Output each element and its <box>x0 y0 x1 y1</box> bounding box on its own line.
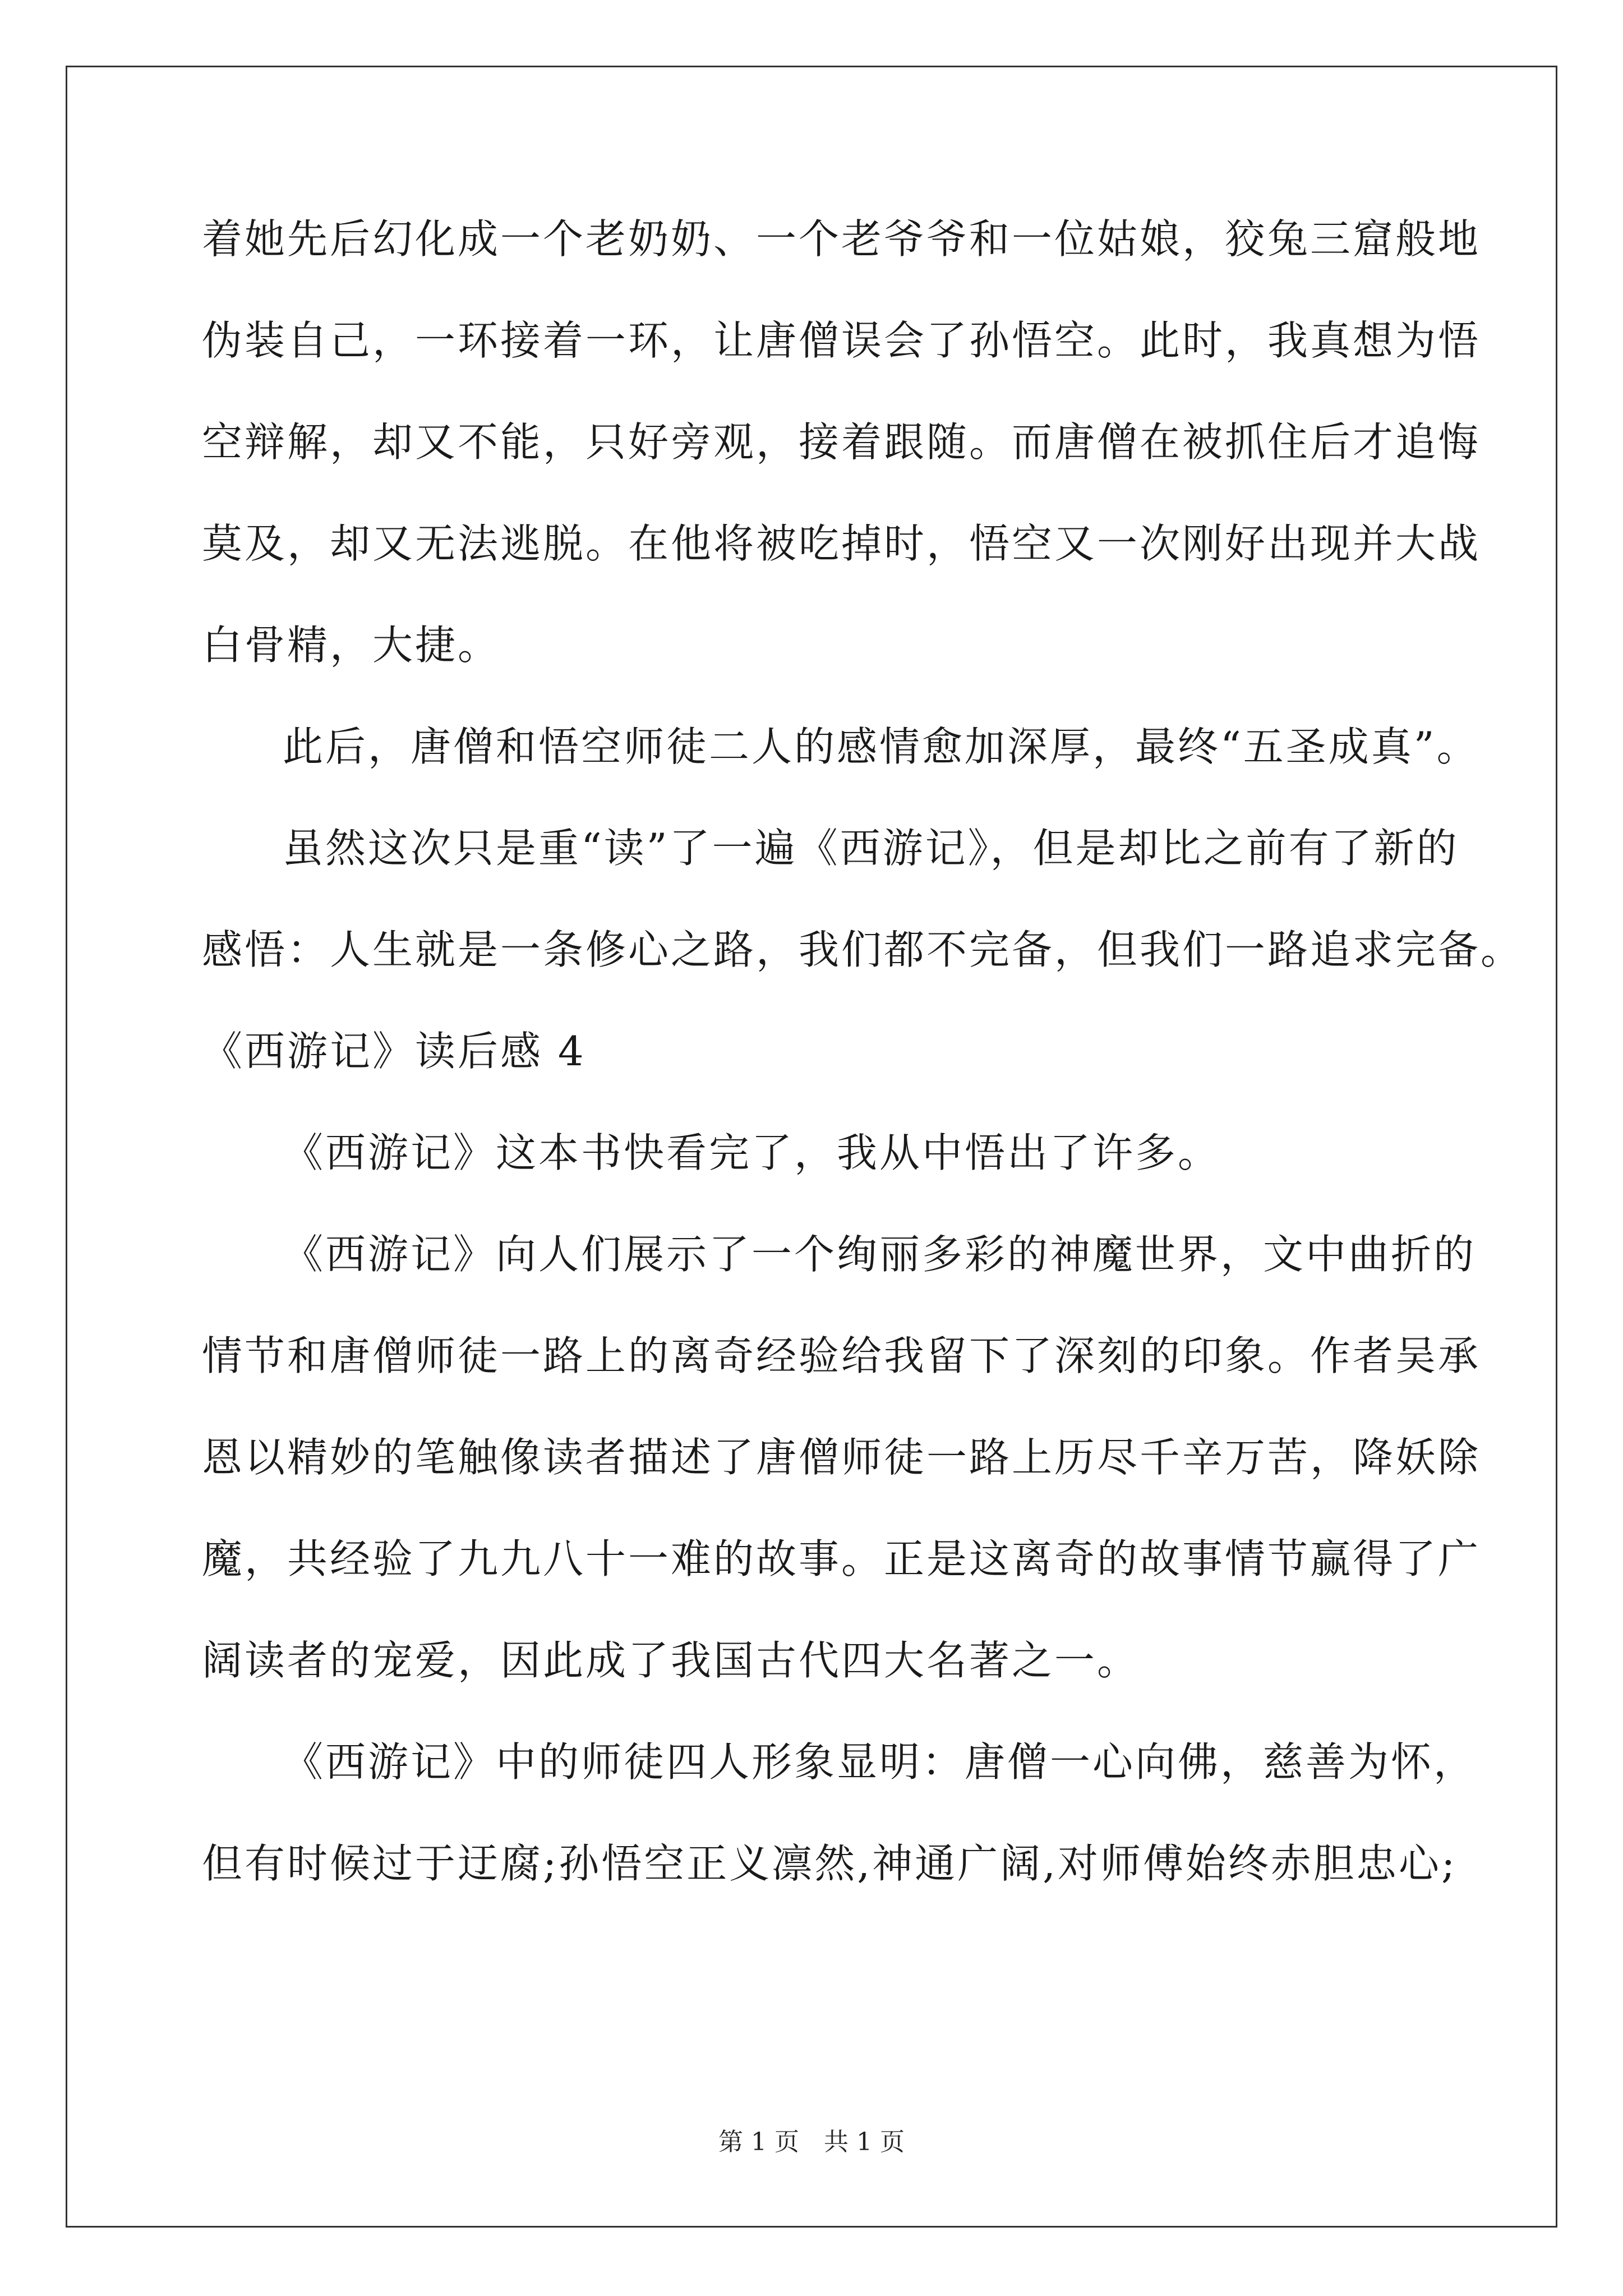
text-line: 白骨精，大捷。 <box>202 622 501 669</box>
page-number-footer: 第 1 页 共 1 页 <box>718 2128 905 2156</box>
text-line: 阔读者的宠爱，因此成了我国古代四大名著之一。 <box>202 1637 1140 1684</box>
paragraph-line: 《西游记》这本书快看完了，我从中悟出了许多。 <box>283 1129 1221 1176</box>
document-body <box>202 215 1524 1945</box>
paragraph-line: 虽然这次只是重“读”了一遍《西游记》，但是却比之前有了新的 <box>283 825 1459 872</box>
paragraph-line: 《西游记》中的师徒四人形象显明：唐僧一心向佛，慈善为怀， <box>283 1738 1477 1786</box>
paragraph-line: 《西游记》向人们展示了一个绚丽多彩的神魔世界，文中曲折的 <box>283 1231 1477 1278</box>
text-line: 魔，共经验了九九八十一难的故事。正是这离奇的故事情节赢得了广 <box>202 1535 1481 1582</box>
text-line: 伪装自己，一环接着一环，让唐僧误会了孙悟空。此时，我真想为悟 <box>202 317 1481 364</box>
paragraph-line: 此后，唐僧和悟空师徒二人的感情愈加深厚，最终“五圣成真”。 <box>283 723 1479 770</box>
text-line: 莫及，却又无法逃脱。在他将被吃掉时，悟空又一次刚好出现并大战 <box>202 520 1481 567</box>
section-heading: 《西游记》读后感 4 <box>202 1028 586 1075</box>
text-line: 空辩解，却又不能，只好旁观，接着跟随。而唐僧在被抓住后才追悔 <box>202 418 1481 466</box>
text-line: 感悟：人生就是一条修心之路，我们都不完备，但我们一路追求完备。 <box>202 926 1524 973</box>
text-line: 但有时候过于迂腐;孙悟空正义凛然,神通广阔,对师傅始终赤胆忠心; <box>202 1840 1458 1887</box>
text-line: 情节和唐僧师徒一路上的离奇经验给我留下了深刻的印象。作者吴承 <box>202 1332 1481 1379</box>
text-line: 着她先后幻化成一个老奶奶、一个老爷爷和一位姑娘，狡兔三窟般地 <box>202 215 1481 263</box>
text-line: 恩以精妙的笔触像读者描述了唐僧师徒一路上历尽千辛万苦，降妖除 <box>202 1434 1481 1481</box>
